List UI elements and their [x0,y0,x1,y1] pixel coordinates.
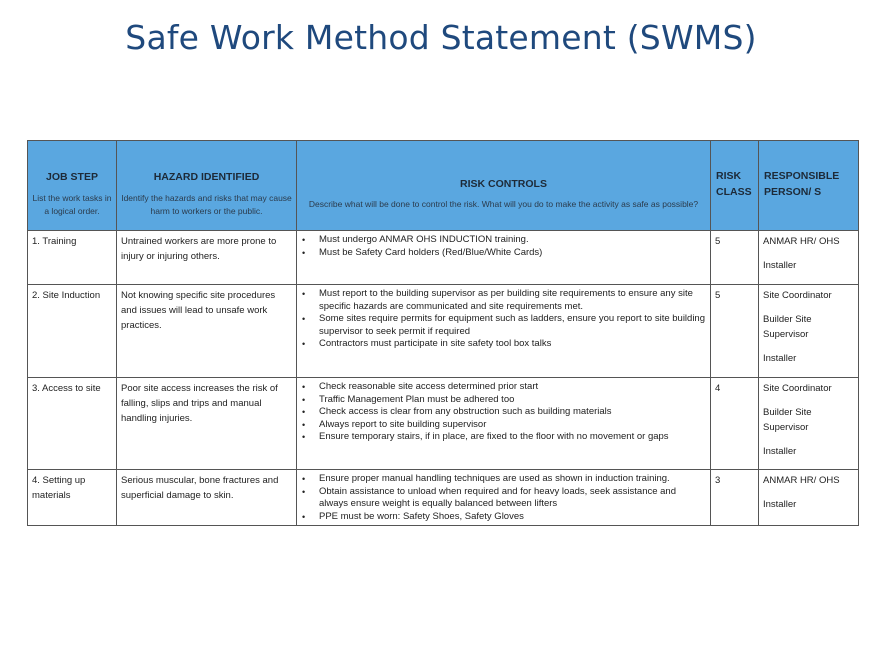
responsible-person: ANMAR HR/ OHS [763,236,840,247]
controls-cell [297,231,711,285]
hazard-cell: Untrained workers are more prone to injury or injuring others. [117,231,297,285]
responsible-person: Installer [763,499,797,510]
header-job-step-title: JOB STEP [46,171,98,183]
header-job-step-sub: List the work tasks in a logical order. [32,193,112,216]
responsible-person: Installer [763,353,797,364]
table-row [28,378,859,470]
job-step-cell: 4. Setting up materials [28,470,117,526]
control-item: • Ensure proper manual handling techniques are used as shown in induction training. [319,473,706,486]
control-item: • Must be Safety Card holders (Red/Blue/White Cards) [319,247,706,260]
control-item: • Check reasonable site access determined prior start [319,381,706,394]
header-job-step [28,141,117,231]
controls-list [297,470,710,523]
header-risk-class-line2: CLASS [716,186,752,198]
header-responsible [759,141,859,231]
risk-class-cell: 3 [711,470,759,526]
control-item: • Must report to the building supervisor as per building site requirements to ensure any site specific hazards are communicated and site requirements met. [319,288,706,313]
header-hazard-title: HAZARD IDENTIFIED [153,171,260,183]
responsible-cell [759,378,859,470]
control-item: • Obtain assistance to unload when required and for heavy loads, seek assistance and always ensure weight is equally balanced between lifters [319,486,706,511]
controls-cell [297,285,711,378]
hazard-cell: Poor site access increases the risk of falling, slips and trips and manual handling injuries. [117,378,297,470]
responsible-person: Site Coordinator [763,290,832,301]
swms-table [27,140,859,526]
responsible-cell [759,231,859,285]
control-item: • Must undergo ANMAR OHS INDUCTION training. [319,234,706,247]
control-item: • Traffic Management Plan must be adhered too [319,394,706,407]
hazard-cell: Not knowing specific site procedures and issues will lead to unsafe work practices. [117,285,297,378]
table-row [28,231,859,285]
header-hazard-sub: Identify the hazards and risks that may cause harm to workers or the public. [121,193,292,216]
page-title: Safe Work Method Statement (SWMS) [125,18,757,57]
responsible-person: Builder Site Supervisor [763,314,812,340]
control-item: • Ensure temporary stairs, if in place, are fixed to the floor with no movement or gaps [319,431,706,444]
responsible-person: Installer [763,446,797,457]
responsible-person: ANMAR HR/ OHS [763,475,840,486]
control-item: • PPE must be worn: Safety Shoes, Safety Gloves [319,511,706,524]
controls-cell [297,378,711,470]
table-row [28,285,859,378]
controls-cell [297,470,711,526]
table-row [28,470,859,526]
header-responsible-line2: PERSON/ S [764,186,822,198]
header-risk-controls-title: RISK CONTROLS [460,178,547,190]
responsible-cell [759,470,859,526]
controls-list [297,231,710,259]
job-step-cell: 3. Access to site [28,378,117,470]
job-step-cell: 1. Training [28,231,117,285]
control-item: • Some sites require permits for equipment such as ladders, ensure you report to site building supervisor to seek permit if required [319,313,706,338]
control-item: • Always report to site building supervisor [319,419,706,432]
table-header-row [28,141,859,231]
controls-list [297,285,710,351]
header-risk-controls [297,141,711,231]
responsible-person: Builder Site Supervisor [763,407,812,433]
risk-class-cell: 5 [711,231,759,285]
hazard-cell: Serious muscular, bone fractures and superficial damage to skin. [117,470,297,526]
header-risk-class-line1: RISK [716,170,742,182]
responsible-cell [759,285,859,378]
controls-list [297,378,710,444]
control-item: • Contractors must participate in site safety tool box talks [319,338,706,351]
header-responsible-line1: RESPONSIBLE [764,170,840,182]
header-hazard [117,141,297,231]
header-risk-class [711,141,759,231]
risk-class-cell: 5 [711,285,759,378]
responsible-person: Installer [763,260,797,271]
risk-class-cell: 4 [711,378,759,470]
header-risk-controls-sub: Describe what will be done to control the risk. What will you do to make the activity as safe as possible? [308,199,699,209]
control-item: • Check access is clear from any obstruction such as building materials [319,406,706,419]
responsible-person: Site Coordinator [763,383,832,394]
job-step-cell: 2. Site Induction [28,285,117,378]
